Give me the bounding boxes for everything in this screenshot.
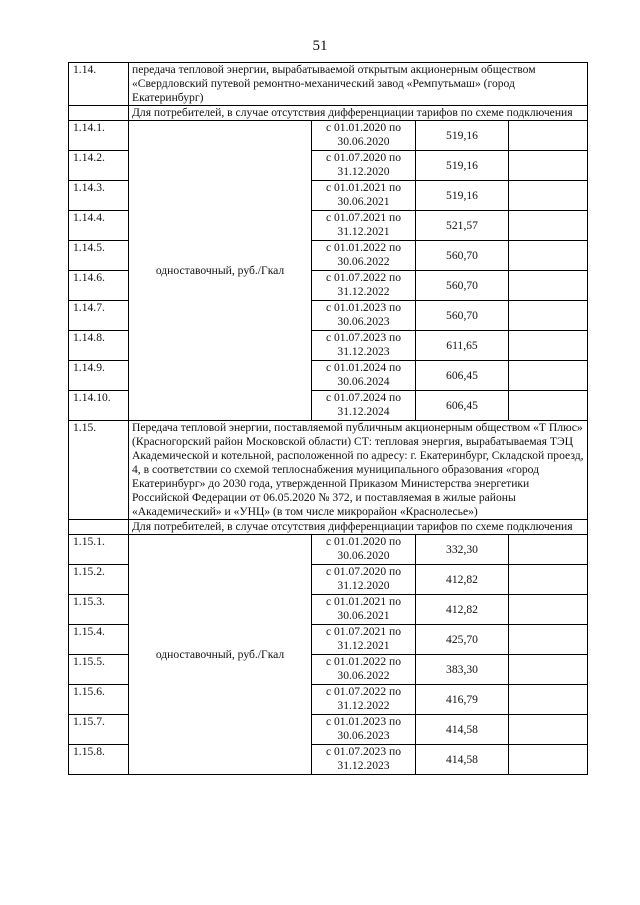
tariff-value: 606,45 [416, 391, 509, 421]
period: с 01.01.2022 по 30.06.2022 [312, 655, 416, 685]
row-number: 1.15.1. [69, 535, 129, 565]
table-row [69, 535, 588, 565]
row-number: 1.14.6. [69, 271, 129, 301]
tariff-value: 560,70 [416, 271, 509, 301]
row-number: 1.14.9. [69, 361, 129, 391]
tariff-value: 332,30 [416, 535, 509, 565]
period: с 01.07.2020 по 31.12.2020 [312, 565, 416, 595]
page-number: 51 [312, 38, 328, 54]
tariff-value: 416,79 [416, 685, 509, 715]
empty-cell [509, 181, 588, 211]
empty-cell [509, 361, 588, 391]
period: с 01.01.2023 по 30.06.2023 [312, 715, 416, 745]
period: с 01.07.2023 по 31.12.2023 [312, 745, 416, 775]
section-number: 1.15. [69, 421, 129, 520]
row-number: 1.14.4. [69, 211, 129, 241]
empty-cell [69, 106, 129, 121]
tariff-table [68, 62, 588, 775]
section-description: Передача тепловой энергии, поставляемой публичным акционерным обществом «Т Плюс» (Красногорский район Московской области) СТ: тепловая энергия, вырабатываемая ТЭЦ Академической и котельной, расположенной по адресу: г. Екатеринбург, Складской проезд, 4, в соответствии со схемой теплоснабжения муниципального образования «город Екатеринбург» до 2030 года, утвержденной Приказом Министерства энергетики Российской Федерации от 06.05.2020 № 372, и поставляемая в жилые районы «Академический» и «УНЦ» (в том числе микрорайон «Краснолесье») [129, 421, 588, 520]
rate-type: одноставочный, руб./Гкал [129, 121, 312, 421]
row-number: 1.14.8. [69, 331, 129, 361]
empty-cell [509, 271, 588, 301]
row-number: 1.15.8. [69, 745, 129, 775]
row-number: 1.14.2. [69, 151, 129, 181]
empty-cell [509, 535, 588, 565]
row-number: 1.15.7. [69, 715, 129, 745]
empty-cell [509, 121, 588, 151]
empty-cell [509, 655, 588, 685]
row-number: 1.14.1. [69, 121, 129, 151]
period: с 01.01.2024 по 30.06.2024 [312, 361, 416, 391]
tariff-value: 414,58 [416, 715, 509, 745]
tariff-value: 521,57 [416, 211, 509, 241]
consumer-note-row [69, 106, 588, 121]
empty-cell [509, 391, 588, 421]
empty-cell [509, 685, 588, 715]
period: с 01.07.2022 по 31.12.2022 [312, 685, 416, 715]
tariff-value: 606,45 [416, 361, 509, 391]
section-header-row [69, 421, 588, 520]
empty-cell [509, 211, 588, 241]
tariff-value: 519,16 [416, 181, 509, 211]
table-row [69, 121, 588, 151]
empty-cell [509, 331, 588, 361]
period: с 01.01.2023 по 30.06.2023 [312, 301, 416, 331]
consumer-note: Для потребителей, в случае отсутствия дифференциации тарифов по схеме подключения [129, 106, 588, 121]
empty-cell [509, 715, 588, 745]
empty-cell [509, 625, 588, 655]
tariff-value: 519,16 [416, 121, 509, 151]
row-number: 1.15.2. [69, 565, 129, 595]
tariff-value: 414,58 [416, 745, 509, 775]
tariff-value: 412,82 [416, 595, 509, 625]
section-number: 1.14. [69, 63, 129, 106]
empty-cell [509, 151, 588, 181]
period: с 01.07.2023 по 31.12.2023 [312, 331, 416, 361]
tariff-value: 425,70 [416, 625, 509, 655]
rate-type: одноставочный, руб./Гкал [129, 535, 312, 775]
row-number: 1.14.5. [69, 241, 129, 271]
row-number: 1.15.6. [69, 685, 129, 715]
period: с 01.01.2021 по 30.06.2021 [312, 595, 416, 625]
period: с 01.01.2020 по 30.06.2020 [312, 535, 416, 565]
period: с 01.07.2021 по 31.12.2021 [312, 211, 416, 241]
row-number: 1.15.3. [69, 595, 129, 625]
section-header-row [69, 63, 588, 106]
period: с 01.01.2021 по 30.06.2021 [312, 181, 416, 211]
tariff-value: 412,82 [416, 565, 509, 595]
empty-cell [509, 565, 588, 595]
tariff-value: 519,16 [416, 151, 509, 181]
section-description: передача тепловой энергии, вырабатываемой открытым акционерным обществом «Свердловский путевой ремонтно-механический завод «Ремпутьмаш» (город Екатеринбург) [129, 63, 588, 106]
period: с 01.07.2020 по 31.12.2020 [312, 151, 416, 181]
empty-cell [509, 745, 588, 775]
period: с 01.01.2022 по 30.06.2022 [312, 241, 416, 271]
period: с 01.07.2024 по 31.12.2024 [312, 391, 416, 421]
empty-cell [509, 595, 588, 625]
row-number: 1.14.10. [69, 391, 129, 421]
empty-cell [509, 301, 588, 331]
empty-cell [69, 520, 129, 535]
period: с 01.01.2020 по 30.06.2020 [312, 121, 416, 151]
period: с 01.07.2022 по 31.12.2022 [312, 271, 416, 301]
tariff-value: 560,70 [416, 301, 509, 331]
row-number: 1.15.4. [69, 625, 129, 655]
tariff-value: 611,65 [416, 331, 509, 361]
consumer-note: Для потребителей, в случае отсутствия дифференциации тарифов по схеме подключения [129, 520, 588, 535]
row-number: 1.14.3. [69, 181, 129, 211]
row-number: 1.14.7. [69, 301, 129, 331]
period: с 01.07.2021 по 31.12.2021 [312, 625, 416, 655]
consumer-note-row [69, 520, 588, 535]
row-number: 1.15.5. [69, 655, 129, 685]
tariff-value: 560,70 [416, 241, 509, 271]
tariff-value: 383,30 [416, 655, 509, 685]
empty-cell [509, 241, 588, 271]
